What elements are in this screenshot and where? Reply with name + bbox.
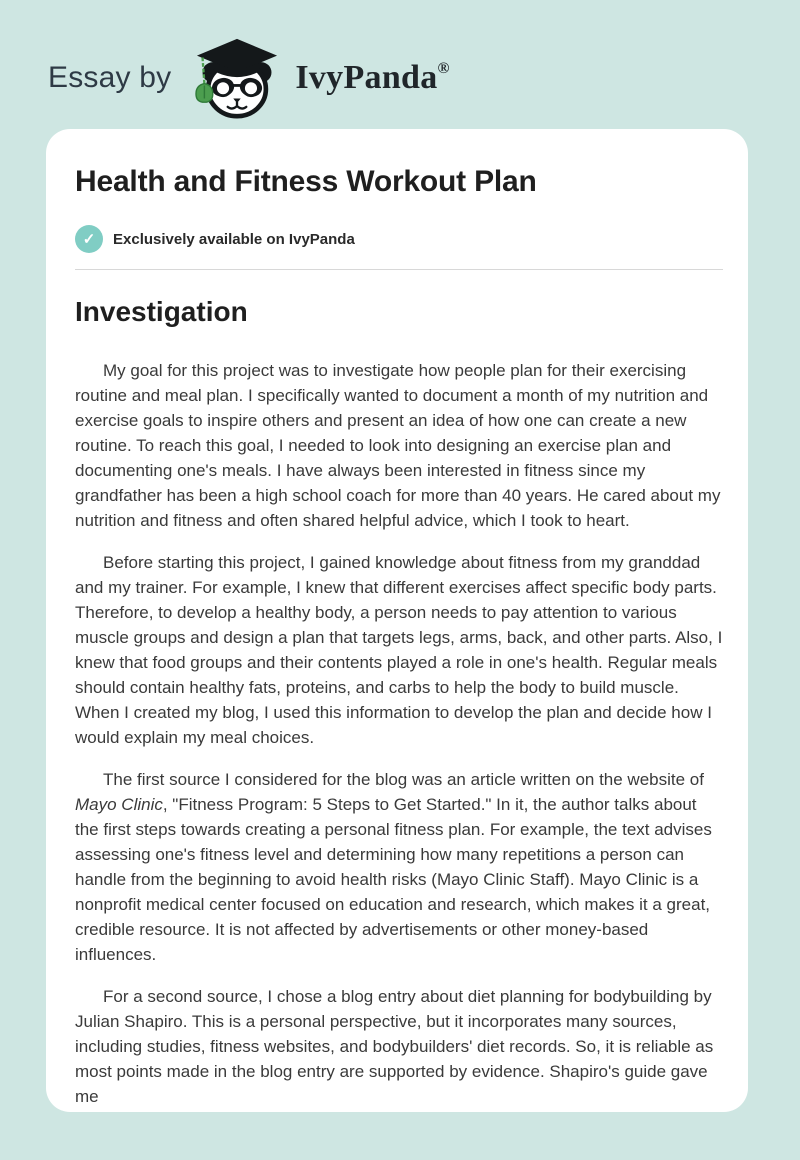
check-icon: ✓ [75, 225, 103, 253]
text-segment: Before starting this project, I gained knowledge about fitness from my granddad and my trainer. For example, I knew that different exercises affect specific body parts. Therefore, to develop a healthy body, a person needs to pay attention to various muscle groups and design a plan that targets legs, arms, back, and other parts. Also, I knew that food groups and their contents played a role in one's health. Regular meals should contain healthy fats, proteins, and carbs to help the body to build muscle. When I created my blog, I used this information to develop the plan and decide how I would explain my meal choices. [75, 553, 723, 747]
section-heading: Investigation [75, 296, 248, 327]
paragraph [75, 767, 723, 967]
article-body [75, 358, 723, 1109]
brand-wordmark [295, 59, 449, 97]
exclusive-badge [75, 225, 723, 253]
paragraph [75, 984, 723, 1109]
registered-trademark: ® [437, 59, 450, 77]
exclusive-badge-label: Exclusively available on IvyPanda [113, 230, 355, 248]
text-segment: My goal for this project was to investigate how people plan for their exercising routine and meal plan. I specifically wanted to document a month of my nutrition and exercise goals to inspire others and present an idea of how one can create a new routine. To reach this goal, I needed to look into designing an exercise plan and documenting one's meals. I have always been interested in fitness since my grandfather has been a high school coach for more than 40 years. He cared about my nutrition and fitness and often shared helpful advice, which I took to heart. [75, 361, 721, 530]
paragraph [75, 550, 723, 750]
text-segment: , "Fitness Program: 5 Steps to Get Started." In it, the author talks about the first steps towards creating a personal fitness plan. For example, the text advises assessing one's fitness level and determining how many repetitions a person can handle from the beginning to avoid health risks (Mayo Clinic Staff). Mayo Clinic is a nonprofit medical center focused on education and research, which makes it a great, credible resource. It is not affected by advertisements or other money-based influences. [75, 795, 712, 964]
site-header [0, 0, 800, 115]
text-segment: The first source I considered for the blog was an article written on the website of [103, 770, 704, 789]
italic-text: Mayo Clinic [75, 795, 163, 814]
divider [75, 269, 723, 270]
essay-by-label: Essay by [48, 60, 172, 94]
essay-title: Health and Fitness Workout Plan [75, 165, 537, 198]
brand-name: IvyPanda [295, 58, 438, 96]
ivypanda-logo-icon [189, 37, 285, 119]
text-segment: For a second source, I chose a blog entry about diet planning for bodybuilding by Julian Shapiro. This is a personal perspective, but it incorporates many sources, including studies, fitness websites, and bodybuilders' diet records. So, it is reliable as most points made in the blog entry are supported by evidence. Shapiro's guide gave me [75, 987, 714, 1106]
paragraph [75, 358, 723, 533]
essay-card [46, 129, 748, 1112]
